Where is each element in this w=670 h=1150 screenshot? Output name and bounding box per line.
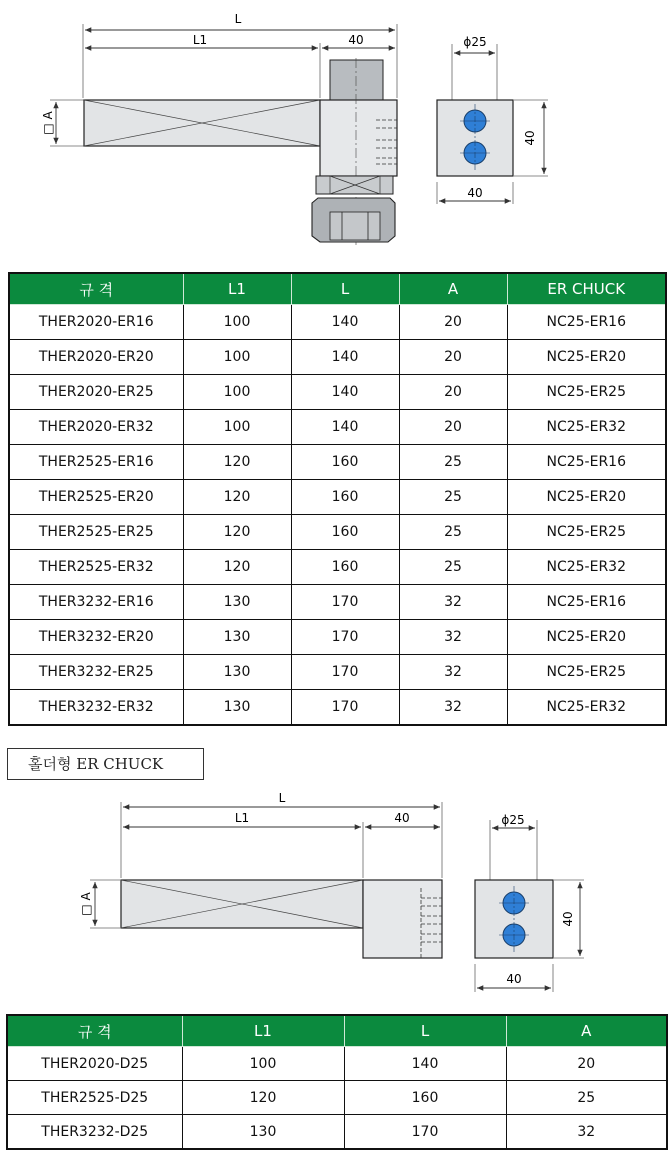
table-cell: THER3232-ER32 xyxy=(9,690,183,726)
table-cell: 140 xyxy=(291,375,399,410)
header-l1: L1 xyxy=(182,1015,344,1047)
table-cell: 140 xyxy=(291,410,399,445)
technical-drawing-holder xyxy=(0,790,670,1000)
table-row xyxy=(9,340,666,375)
dim-40-bottom-label-2: 40 xyxy=(506,972,522,986)
table-header-row xyxy=(7,1015,667,1047)
table-row xyxy=(7,1081,667,1115)
table-cell: 20 xyxy=(399,375,507,410)
header-l: L xyxy=(344,1015,506,1047)
table-cell: NC25-ER16 xyxy=(507,305,666,340)
table-cell: 160 xyxy=(291,445,399,480)
dim-40-side-label-2: 40 xyxy=(561,911,575,927)
table-cell: 120 xyxy=(183,515,291,550)
table-cell: NC25-ER25 xyxy=(507,375,666,410)
dim-l-label-2: L xyxy=(278,791,286,805)
table-cell: THER2525-D25 xyxy=(7,1081,182,1115)
table-cell: 170 xyxy=(344,1115,506,1150)
table-cell: NC25-ER25 xyxy=(507,655,666,690)
table-cell: THER2020-ER32 xyxy=(9,410,183,445)
table-cell: NC25-ER32 xyxy=(507,410,666,445)
table-cell: THER3232-D25 xyxy=(7,1115,182,1150)
table-cell: THER2525-ER16 xyxy=(9,445,183,480)
header-a: A xyxy=(506,1015,667,1047)
header-spec: 규 격 xyxy=(7,1015,182,1047)
table-cell: 20 xyxy=(506,1047,667,1081)
dim-l1-label: L1 xyxy=(192,33,208,47)
table-cell: NC25-ER20 xyxy=(507,340,666,375)
table-cell: 120 xyxy=(183,445,291,480)
table-header-row xyxy=(9,273,666,305)
table-cell: 25 xyxy=(399,480,507,515)
table-cell: THER3232-ER25 xyxy=(9,655,183,690)
table-cell: 25 xyxy=(399,550,507,585)
table-row xyxy=(9,585,666,620)
table-row xyxy=(9,550,666,585)
shank-body xyxy=(84,100,320,146)
table-cell: 20 xyxy=(399,305,507,340)
table-cell: 32 xyxy=(399,690,507,726)
table-cell: 140 xyxy=(291,305,399,340)
header-a: A xyxy=(399,273,507,305)
dim-40-top-label: 40 xyxy=(348,33,364,47)
table-row xyxy=(9,655,666,690)
table-cell: 170 xyxy=(291,655,399,690)
table-cell: 160 xyxy=(344,1081,506,1115)
table-cell: 32 xyxy=(399,585,507,620)
dim-40-top-label-2: 40 xyxy=(394,811,410,825)
dim-40-bottom-label: 40 xyxy=(467,186,483,200)
table-row xyxy=(9,375,666,410)
table-cell: 130 xyxy=(183,655,291,690)
table-cell: NC25-ER16 xyxy=(507,445,666,480)
header-spec: 규 격 xyxy=(9,273,183,305)
table-cell: 100 xyxy=(183,410,291,445)
section-label-holder-er-chuck: 홀더형 ER CHUCK xyxy=(7,748,204,780)
table-cell: NC25-ER16 xyxy=(507,585,666,620)
table-cell: 20 xyxy=(399,340,507,375)
dim-phi25-label: ϕ25 xyxy=(463,35,487,49)
table-cell: NC25-ER20 xyxy=(507,620,666,655)
table-row xyxy=(9,410,666,445)
table-row xyxy=(9,690,666,726)
table-cell: 160 xyxy=(291,480,399,515)
table-cell: 130 xyxy=(183,585,291,620)
table-cell: NC25-ER32 xyxy=(507,550,666,585)
table-cell: THER3232-ER16 xyxy=(9,585,183,620)
table-cell: 100 xyxy=(182,1047,344,1081)
table-cell: 170 xyxy=(291,585,399,620)
spec-table-holder xyxy=(6,1014,668,1150)
header-er-chuck: ER CHUCK xyxy=(507,273,666,305)
table-cell: 120 xyxy=(182,1081,344,1115)
dim-phi25-label-2: ϕ25 xyxy=(501,813,525,827)
table-row xyxy=(9,445,666,480)
table-cell: 25 xyxy=(399,445,507,480)
table-cell: 160 xyxy=(291,550,399,585)
table-cell: 32 xyxy=(399,620,507,655)
table-cell: 160 xyxy=(291,515,399,550)
table-cell: 170 xyxy=(291,620,399,655)
table-row xyxy=(7,1047,667,1081)
table-cell: THER2020-D25 xyxy=(7,1047,182,1081)
table-row xyxy=(9,480,666,515)
table-row xyxy=(9,620,666,655)
table-cell: 120 xyxy=(183,480,291,515)
table-cell: 140 xyxy=(291,340,399,375)
table-cell: 25 xyxy=(399,515,507,550)
table-cell: THER3232-ER20 xyxy=(9,620,183,655)
table-cell: 20 xyxy=(399,410,507,445)
spec-table-er-chuck xyxy=(8,272,667,726)
header-l1: L1 xyxy=(183,273,291,305)
table-row xyxy=(9,305,666,340)
table-cell: 100 xyxy=(183,340,291,375)
table-cell: 140 xyxy=(344,1047,506,1081)
table-row xyxy=(9,515,666,550)
table-cell: THER2020-ER20 xyxy=(9,340,183,375)
header-l: L xyxy=(291,273,399,305)
table-cell: 120 xyxy=(183,550,291,585)
table-cell: NC25-ER25 xyxy=(507,515,666,550)
table-cell: 130 xyxy=(183,690,291,726)
table-cell: 32 xyxy=(399,655,507,690)
holder-side-view-block xyxy=(475,880,553,958)
table-cell: 32 xyxy=(506,1115,667,1150)
table-cell: 100 xyxy=(183,375,291,410)
table-cell: 100 xyxy=(183,305,291,340)
head-block xyxy=(312,58,397,245)
table-cell: THER2020-ER16 xyxy=(9,305,183,340)
table-cell: THER2020-ER25 xyxy=(9,375,183,410)
table-cell: NC25-ER32 xyxy=(507,690,666,726)
dim-a-label-2: □ A xyxy=(79,892,93,916)
dim-a-label: □ A xyxy=(41,111,55,135)
dim-l1-label-2: L1 xyxy=(234,811,250,825)
table-cell: NC25-ER20 xyxy=(507,480,666,515)
table-cell: 170 xyxy=(291,690,399,726)
table-cell: 130 xyxy=(183,620,291,655)
holder-head-block xyxy=(363,880,442,958)
table-cell: 130 xyxy=(182,1115,344,1150)
technical-drawing-er-chuck xyxy=(0,0,670,250)
table-cell: THER2525-ER25 xyxy=(9,515,183,550)
side-view-block xyxy=(437,100,513,176)
holder-shank-body xyxy=(121,880,363,928)
dim-l-label: L xyxy=(234,12,242,26)
dim-40-side-label: 40 xyxy=(523,130,537,146)
table-cell: THER2525-ER32 xyxy=(9,550,183,585)
table-cell: 25 xyxy=(506,1081,667,1115)
table-cell: THER2525-ER20 xyxy=(9,480,183,515)
